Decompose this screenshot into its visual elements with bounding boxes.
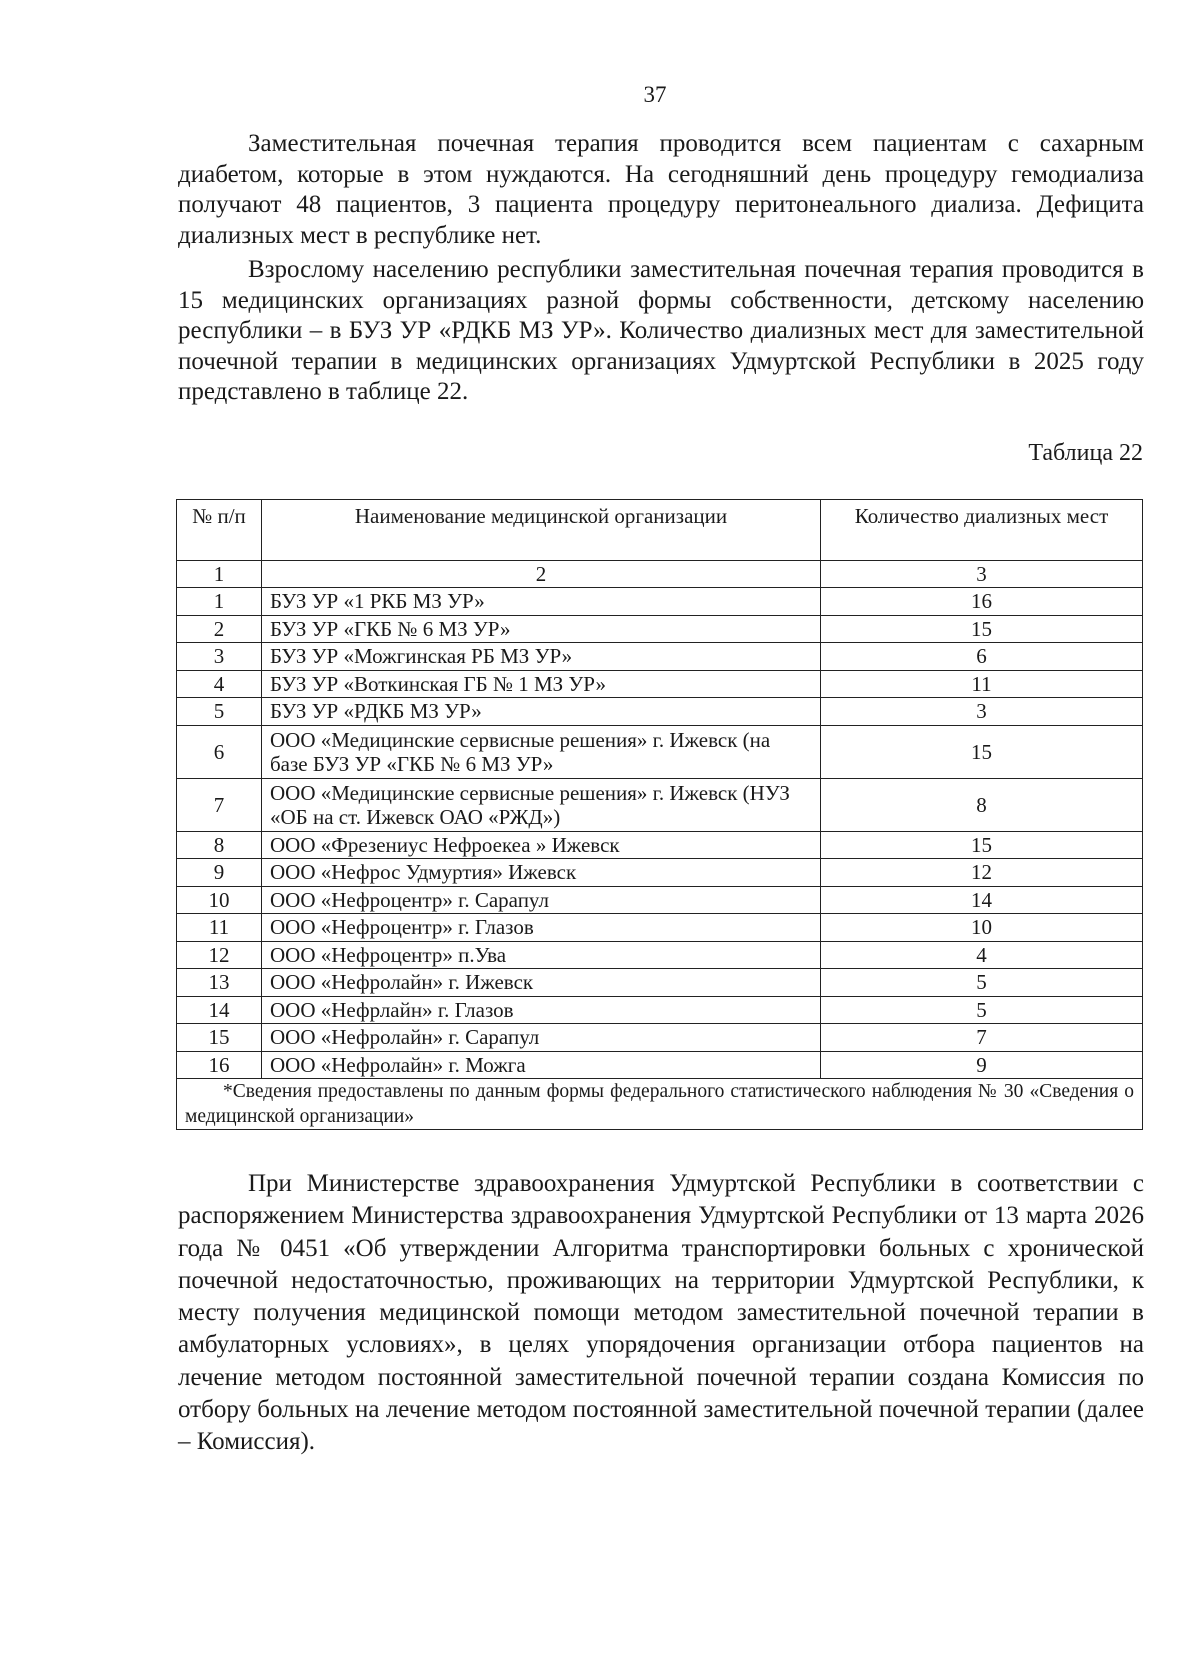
row-organization: БУЗ УР «РДКБ МЗ УР» bbox=[262, 698, 821, 726]
table-header-row bbox=[177, 500, 1143, 561]
row-organization: ООО «Нефролайн» г. Можга bbox=[262, 1051, 821, 1079]
row-number: 1 bbox=[177, 588, 262, 616]
row-number: 16 bbox=[177, 1051, 262, 1079]
row-dialysis-places: 14 bbox=[821, 886, 1143, 914]
row-number: 5 bbox=[177, 698, 262, 726]
row-number: 2 bbox=[177, 615, 262, 643]
row-number: 7 bbox=[177, 778, 262, 831]
row-number: 12 bbox=[177, 941, 262, 969]
row-organization: ООО «Нефрлайн» г. Глазов bbox=[262, 996, 821, 1024]
table-row bbox=[177, 969, 1143, 997]
dialysis-places-table bbox=[176, 499, 1143, 1130]
table-row bbox=[177, 941, 1143, 969]
row-organization: ООО «Медицинские сервисные решения» г. Ижевск (на базе БУЗ УР «ГКБ № 6 МЗ УР» bbox=[262, 725, 821, 778]
row-number: 6 bbox=[177, 725, 262, 778]
column-numbering-row bbox=[177, 561, 1143, 588]
column-number: 3 bbox=[821, 561, 1143, 588]
table-row bbox=[177, 859, 1143, 887]
row-organization: БУЗ УР «ГКБ № 6 МЗ УР» bbox=[262, 615, 821, 643]
row-organization: ООО «Нефролайн» г. Ижевск bbox=[262, 969, 821, 997]
row-number: 15 bbox=[177, 1024, 262, 1052]
row-organization: ООО «Нефроцентр» г. Сарапул bbox=[262, 886, 821, 914]
table-row bbox=[177, 914, 1143, 942]
column-number: 1 bbox=[177, 561, 262, 588]
row-dialysis-places: 3 bbox=[821, 698, 1143, 726]
paragraph-dialysis-organizations: Взрослому населению республики заместительная почечная терапия проводится в 15 медицинских организациях разной формы собственности, детскому населению республики – в БУЗ УР «РДКБ МЗ УР». Количество диализных мест для заместительной почечной терапии в медицинских организациях Удмуртской Республики в 2025 году представлено в таблице 22. bbox=[178, 256, 1144, 405]
page-number: 37 bbox=[643, 82, 667, 107]
header-num: № п/п bbox=[177, 500, 262, 561]
table-row bbox=[177, 831, 1143, 859]
row-number: 11 bbox=[177, 914, 262, 942]
row-dialysis-places: 15 bbox=[821, 615, 1143, 643]
row-organization: БУЗ УР «Можгинская РБ МЗ УР» bbox=[262, 643, 821, 671]
table-row bbox=[177, 615, 1143, 643]
row-number: 14 bbox=[177, 996, 262, 1024]
header-count: Количество диализных мест bbox=[821, 500, 1143, 561]
row-number: 10 bbox=[177, 886, 262, 914]
paragraph-dialysis-diabetes: Заместительная почечная терапия проводится всем пациентам с сахарным диабетом, которые в этом нуждаются. На сегодняшний день процедуру гемодиализа получают 48 пациентов, 3 пациента процедуру перитонеального диализа. Дефицита диализных мест в республике нет. bbox=[178, 130, 1144, 249]
row-dialysis-places: 5 bbox=[821, 969, 1143, 997]
row-organization: ООО «Нефроцентр» п.Ува bbox=[262, 941, 821, 969]
row-number: 4 bbox=[177, 670, 262, 698]
table-footnote: *Сведения предоставлены по данным формы федерального статистического наблюдения № 30 «Сведения о медицинской организации» bbox=[177, 1079, 1143, 1130]
table-row bbox=[177, 670, 1143, 698]
row-organization: ООО «Нефролайн» г. Сарапул bbox=[262, 1024, 821, 1052]
row-dialysis-places: 9 bbox=[821, 1051, 1143, 1079]
row-dialysis-places: 5 bbox=[821, 996, 1143, 1024]
row-dialysis-places: 8 bbox=[821, 778, 1143, 831]
row-organization: ООО «Нефрос Удмуртия» Ижевск bbox=[262, 859, 821, 887]
row-dialysis-places: 16 bbox=[821, 588, 1143, 616]
table-row bbox=[177, 996, 1143, 1024]
paragraph-commission: При Министерстве здравоохранения Удмуртской Республики в соответствии с распоряжением Министерства здравоохранения Удмуртской Республики от 13 марта 2026 года № 0451 «Об утверждении Алгоритма транспортировки больных с хронической почечной недостаточностью, проживающих на территории Удмуртской Республики, к месту получения медицинской помощи методом заместительной почечной терапии в амбулаторных условиях», в целях упорядочения организации отбора пациентов на лечение методом постоянной заместительной почечной терапии создана Комиссия по отбору больных на лечение методом постоянной заместительной почечной терапии (далее – Комиссия). bbox=[178, 1170, 1144, 1456]
row-dialysis-places: 10 bbox=[821, 914, 1143, 942]
row-organization: ООО «Медицинские сервисные решения» г. Ижевск (НУЗ «ОБ на ст. Ижевск ОАО «РЖД») bbox=[262, 778, 821, 831]
row-organization: БУЗ УР «Воткинская ГБ № 1 МЗ УР» bbox=[262, 670, 821, 698]
table-row bbox=[177, 1051, 1143, 1079]
row-dialysis-places: 12 bbox=[821, 859, 1143, 887]
footnote-row bbox=[177, 1079, 1143, 1130]
header-name: Наименование медицинской организации bbox=[262, 500, 821, 561]
table-row bbox=[177, 698, 1143, 726]
table-row bbox=[177, 778, 1143, 831]
table-row bbox=[177, 588, 1143, 616]
row-organization: ООО «Нефроцентр» г. Глазов bbox=[262, 914, 821, 942]
row-dialysis-places: 15 bbox=[821, 725, 1143, 778]
row-organization: БУЗ УР «1 РКБ МЗ УР» bbox=[262, 588, 821, 616]
row-dialysis-places: 6 bbox=[821, 643, 1143, 671]
row-dialysis-places: 7 bbox=[821, 1024, 1143, 1052]
column-number: 2 bbox=[262, 561, 821, 588]
table-row bbox=[177, 886, 1143, 914]
row-number: 8 bbox=[177, 831, 262, 859]
row-number: 13 bbox=[177, 969, 262, 997]
row-number: 3 bbox=[177, 643, 262, 671]
table-row bbox=[177, 725, 1143, 778]
row-number: 9 bbox=[177, 859, 262, 887]
table-caption: Таблица 22 bbox=[1028, 440, 1143, 466]
row-dialysis-places: 4 bbox=[821, 941, 1143, 969]
row-organization: ООО «Фрезениус Нефроекеа » Ижевск bbox=[262, 831, 821, 859]
row-dialysis-places: 15 bbox=[821, 831, 1143, 859]
row-dialysis-places: 11 bbox=[821, 670, 1143, 698]
table-row bbox=[177, 1024, 1143, 1052]
table-row bbox=[177, 643, 1143, 671]
